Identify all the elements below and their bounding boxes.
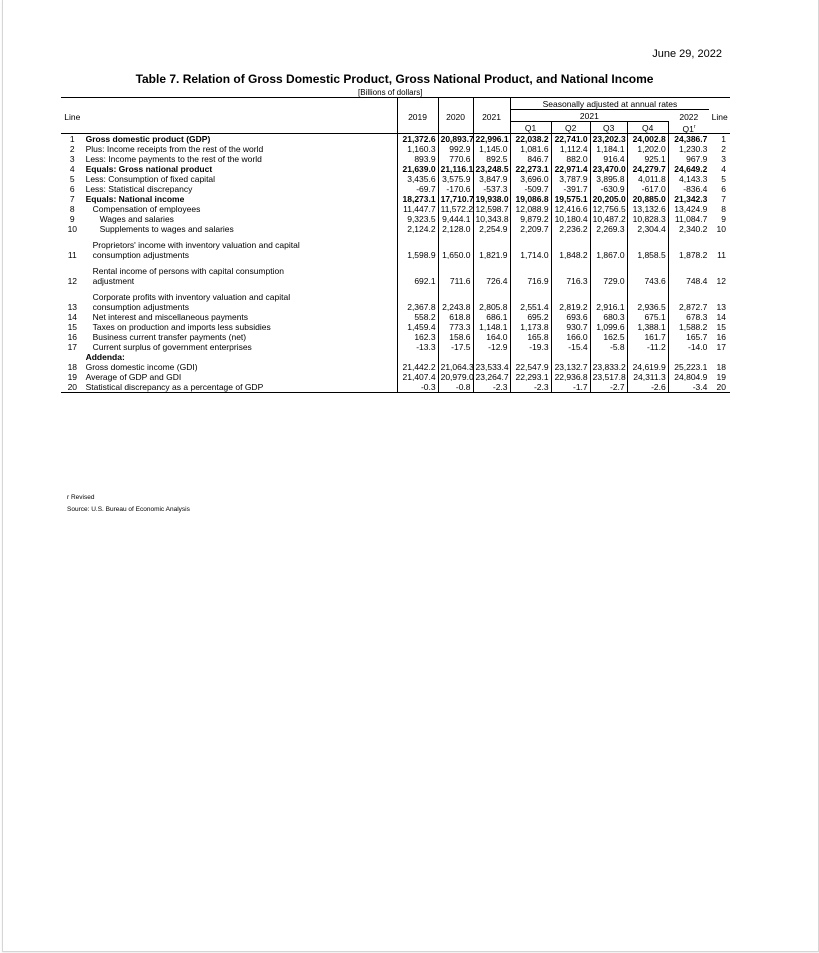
table-row [61,174,730,184]
row-value: 11,084.7 [668,214,709,224]
row-value: 1,878.2 [668,234,709,260]
row-value: 3,787.9 [551,174,590,184]
row-line-number: 16 [67,332,78,343]
row-line-number-right: 1 [721,134,726,145]
row-value: 1,588.2 [668,322,709,332]
table-body [61,134,730,393]
row-value: 10,828.3 [627,214,668,224]
row-value: 12,756.5 [590,204,627,214]
row-value: -2.3 [510,382,551,393]
row-line-number: 3 [69,154,75,165]
table-row [61,382,730,393]
row-value: 4,011.8 [627,174,668,184]
row-value: 22,971.4 [551,164,590,174]
row-value: 21,342.3 [668,194,709,204]
addenda-spacer-right [709,352,730,362]
header-2021: 2021 [473,110,510,122]
row-line-number-right: 16 [716,332,726,343]
header-q3: Q3 [590,122,627,134]
header-q2: Q2 [551,122,590,134]
table-row [61,362,730,372]
row-value: 3,847.9 [473,174,510,184]
row-value: 17,710.7 [438,194,473,204]
row-line-number: 9 [69,214,75,225]
header-2022: 2022 [679,111,699,122]
row-value: 23,248.5 [473,164,510,174]
table-row [61,184,730,194]
table-row [61,214,730,224]
row-value: 21,064.3 [438,362,473,372]
row-value: 618.8 [438,312,473,322]
row-value: -2.6 [627,382,668,393]
addenda-spacer [61,352,84,362]
row-value: 1,714.0 [510,234,551,260]
row-value: 743.6 [627,260,668,286]
row-value: -5.8 [590,342,627,352]
row-value: 162.3 [397,332,438,342]
header-q4: Q4 [627,122,668,134]
row-value: 967.9 [668,154,709,164]
row-line-number: 11 [67,250,77,261]
row-value: -630.9 [590,184,627,194]
row-label: Plus: Income receipts from the rest of the world [85,144,264,155]
table-header [61,98,730,134]
addenda-empty-cell [438,352,473,362]
row-line-number-right: 14 [716,312,726,323]
row-value: 162.5 [590,332,627,342]
row-value: 25,223.1 [668,362,709,372]
row-line-number: 10 [67,224,78,235]
row-value: 22,996.1 [473,134,510,145]
row-value: 1,388.1 [627,322,668,332]
row-value: 4,143.3 [668,174,709,184]
row-value: 2,805.8 [473,286,510,312]
row-label: Gross domestic income (GDI) [85,362,198,373]
row-value: -19.3 [510,342,551,352]
row-value: 773.3 [438,322,473,332]
row-label: Wages and salaries [99,214,174,225]
row-label: Average of GDP and GDI [85,372,182,383]
row-value: 2,936.5 [627,286,668,312]
row-value: -12.9 [473,342,510,352]
row-value: 892.5 [473,154,510,164]
addenda-empty-cell [473,352,510,362]
header-2022-q1: Q1$^r$ [668,122,709,134]
addenda-empty-cell [551,352,590,362]
row-value: 3,895.8 [590,174,627,184]
row-value: 19,938.0 [473,194,510,204]
row-line-number: 4 [69,164,75,175]
row-value: -509.7 [510,184,551,194]
row-line-number: 19 [67,372,78,383]
row-value: 558.2 [397,312,438,322]
source-note: Source: U.S. Bureau of Economic Analysis [67,506,190,513]
revised-marker: r [693,123,696,130]
row-value: 9,323.5 [397,214,438,224]
row-value: 13,424.9 [668,204,709,214]
row-value: 10,343.8 [473,214,510,224]
row-label: Rental income of persons with capital consumption adjustment [92,266,284,287]
row-value: 916.4 [590,154,627,164]
row-value: 23,132.7 [551,362,590,372]
row-line-number-right: 4 [721,164,726,175]
table-row [61,322,730,332]
row-value: -17.5 [438,342,473,352]
row-value: 3,435.6 [397,174,438,184]
row-value: 846.7 [510,154,551,164]
row-value: 23,264.7 [473,372,510,382]
row-line-number: 13 [67,302,78,313]
addenda-empty-cell [627,352,668,362]
row-value: 23,533.4 [473,362,510,372]
header-line: Line [64,111,81,122]
row-value: 9,879.2 [510,214,551,224]
row-label: Equals: National income [85,194,185,205]
row-line-number: 12 [67,276,78,287]
row-value: 19,086.8 [510,194,551,204]
row-value: 21,407.4 [397,372,438,382]
row-value: -69.7 [397,184,438,194]
row-value: 1,148.1 [473,322,510,332]
row-line-number-right: 19 [716,372,726,383]
table-row [61,144,730,154]
row-value: -0.3 [397,382,438,393]
row-value: 21,442.2 [397,362,438,372]
row-value: -170.6 [438,184,473,194]
row-value: 675.1 [627,312,668,322]
row-value: 695.2 [510,312,551,322]
row-value: 2,367.8 [397,286,438,312]
row-value: 13,132.6 [627,204,668,214]
row-value: 686.1 [473,312,510,322]
table-row [61,194,730,204]
table-row [61,224,730,234]
row-line-number: 8 [69,204,75,215]
row-label: Current surplus of government enterprises [92,342,252,353]
row-value: 164.0 [473,332,510,342]
row-value: 24,619.9 [627,362,668,372]
row-value: 2,269.3 [590,224,627,234]
header-line-right: Line [711,111,728,122]
row-value: -15.4 [551,342,590,352]
row-value: 166.0 [551,332,590,342]
row-line-number: 17 [67,342,78,353]
row-value: 1,099.6 [590,322,627,332]
row-value: 1,230.3 [668,144,709,154]
row-line-number: 18 [67,362,78,373]
row-value: 716.9 [510,260,551,286]
row-value: 729.0 [590,260,627,286]
row-value: -2.3 [473,382,510,393]
row-value: 925.1 [627,154,668,164]
row-value: 20,893.7 [438,134,473,145]
row-line-number-right: 17 [716,342,726,353]
row-value: 1,650.0 [438,234,473,260]
row-value: 11,447.7 [397,204,438,214]
row-value: 2,872.7 [668,286,709,312]
row-value: 21,639.0 [397,164,438,174]
row-value: -3.4 [668,382,709,393]
row-value: 22,273.1 [510,164,551,174]
row-line-number-right: 12 [716,276,726,287]
row-value: 1,459.4 [397,322,438,332]
row-value: 1,145.0 [473,144,510,154]
row-label: Corporate profits with inventory valuation and capital consumption adjustments [92,292,291,313]
row-line-number: 20 [61,382,84,393]
row-line-number-right: 6 [721,184,726,195]
row-label: Less: Statistical discrepancy [85,184,193,195]
row-value: 2,916.1 [590,286,627,312]
row-line-number-right: 18 [716,362,726,373]
row-value: 692.1 [397,260,438,286]
row-value: 678.3 [668,312,709,322]
row-value: 22,038.2 [510,134,551,145]
row-value: 2,124.2 [397,224,438,234]
row-line-number-right: 5 [721,174,726,185]
table-row [61,312,730,322]
row-value: 20,979.0 [438,372,473,382]
row-line-number-right: 7 [721,194,726,205]
row-value: 2,551.4 [510,286,551,312]
row-value: 19,575.1 [551,194,590,204]
row-value: 930.7 [551,322,590,332]
row-value: 1,867.0 [590,234,627,260]
header-seasonally-adjusted: Seasonally adjusted at annual rates [510,98,709,110]
addenda-empty-cell [510,352,551,362]
row-value: -1.7 [551,382,590,393]
row-label: Gross domestic product (GDP) [85,134,211,145]
row-line-number: 7 [69,194,75,205]
row-value: 20,885.0 [627,194,668,204]
row-line-number-right: 13 [716,302,726,313]
row-line-number: 1 [69,134,75,145]
table-row [61,332,730,342]
header-q1: Q1 [510,122,551,134]
row-line-number-right: 15 [716,322,726,333]
row-value: 992.9 [438,144,473,154]
row-line-number-right: 2 [721,144,726,155]
row-label: Less: Income payments to the rest of the world [85,154,262,165]
row-value: -391.7 [551,184,590,194]
row-value: 693.6 [551,312,590,322]
row-label: Taxes on production and imports less subsidies [92,322,271,333]
table-row [61,204,730,214]
row-value: -14.0 [668,342,709,352]
row-value: 882.0 [551,154,590,164]
row-value: 1,848.2 [551,234,590,260]
row-value: 1,598.9 [397,234,438,260]
row-value: 24,804.9 [668,372,709,382]
row-value: -0.8 [438,382,473,393]
row-value: 2,236.2 [551,224,590,234]
row-value: 726.4 [473,260,510,286]
addenda-empty-cell [668,352,709,362]
row-value: 770.6 [438,154,473,164]
row-value: 158.6 [438,332,473,342]
row-line-number: 2 [69,144,75,155]
row-label: Compensation of employees [92,204,201,215]
row-value: 161.7 [627,332,668,342]
row-value: 23,202.3 [590,134,627,145]
row-value: 1,173.8 [510,322,551,332]
row-value: 12,416.6 [551,204,590,214]
row-line-number-right: 3 [721,154,726,165]
row-value: 2,819.2 [551,286,590,312]
header-2019: 2019 [397,110,438,122]
footnote-revised: r Revised [67,494,95,501]
row-label: Supplements to wages and salaries [99,224,234,235]
row-value: 21,372.6 [397,134,438,145]
row-line-number-right: 20 [709,382,730,393]
table-row [61,372,730,382]
row-value: 165.8 [510,332,551,342]
row-value: 2,304.4 [627,224,668,234]
row-value: 9,444.1 [438,214,473,224]
table-row [61,154,730,164]
row-value: 893.9 [397,154,438,164]
row-value: 1,112.4 [551,144,590,154]
row-value: 2,209.7 [510,224,551,234]
row-value: 716.3 [551,260,590,286]
header-2020: 2020 [438,110,473,122]
row-value: 1,184.1 [590,144,627,154]
row-line-number-right: 11 [717,250,726,261]
header-2021-quarters: 2021 [510,110,668,122]
row-value: -11.2 [627,342,668,352]
row-value: 2,128.0 [438,224,473,234]
row-value: -836.4 [668,184,709,194]
row-value: 11,572.2 [438,204,473,214]
row-value: 680.3 [590,312,627,322]
row-value: 24,386.7 [668,134,709,145]
row-line-number-right: 10 [716,224,726,235]
row-value: 3,696.0 [510,174,551,184]
row-value: 24,311.3 [627,372,668,382]
row-value: 22,547.9 [510,362,551,372]
table-row [61,286,730,312]
table-row [61,342,730,352]
row-line-number-right: 8 [721,204,726,215]
row-value: 1,160.3 [397,144,438,154]
row-value: 12,598.7 [473,204,510,214]
addenda-label: Addenda: [85,352,125,363]
row-value: -2.7 [590,382,627,393]
row-value: 1,821.9 [473,234,510,260]
table-row [61,234,730,260]
row-value: 24,649.2 [668,164,709,174]
row-value: 20,205.0 [590,194,627,204]
row-value: 1,858.5 [627,234,668,260]
row-value: 165.7 [668,332,709,342]
document-page [2,0,819,952]
row-value: -13.3 [397,342,438,352]
row-value: 10,487.2 [590,214,627,224]
row-line-number: 14 [67,312,78,323]
row-label: Business current transfer payments (net) [92,332,247,343]
row-label: Net interest and miscellaneous payments [92,312,249,323]
row-value: 23,470.0 [590,164,627,174]
row-value: 22,293.1 [510,372,551,382]
row-value: 2,340.2 [668,224,709,234]
row-value: -537.3 [473,184,510,194]
row-value: 748.4 [668,260,709,286]
row-value: 10,180.4 [551,214,590,224]
row-value: 2,254.9 [473,224,510,234]
row-value: 22,936.8 [551,372,590,382]
row-label: Statistical discrepancy as a percentage of GDP [84,382,397,393]
row-value: 21,116.1 [438,164,473,174]
row-value: 3,575.9 [438,174,473,184]
addenda-row [61,352,730,362]
row-value: 12,088.9 [510,204,551,214]
row-value: 23,517.8 [590,372,627,382]
table-row [61,164,730,174]
row-label: Equals: Gross national product [85,164,213,175]
row-value: -617.0 [627,184,668,194]
row-value: 2,243.8 [438,286,473,312]
row-value: 24,002.8 [627,134,668,145]
row-value: 22,741.0 [551,134,590,145]
row-line-number: 5 [69,174,75,185]
table-row [61,260,730,286]
data-table [61,97,730,393]
row-label: Less: Consumption of fixed capital [85,174,216,185]
row-value: 711.6 [438,260,473,286]
row-value: 23,833.2 [590,362,627,372]
row-line-number: 15 [67,322,78,333]
table-title: Table 7. Relation of Gross Domestic Product, Gross National Product, and National Income [135,72,654,86]
table-row [61,134,730,145]
row-label: Proprietors' income with inventory valuation and capital consumption adjustments [92,240,300,261]
row-value: 1,081.6 [510,144,551,154]
table-units: [Billions of dollars] [358,88,423,97]
row-line-number-right: 9 [721,214,726,225]
row-value: 1,202.0 [627,144,668,154]
addenda-empty-cell [590,352,627,362]
addenda-empty-cell [397,352,438,362]
row-value: 24,279.7 [627,164,668,174]
release-date: June 29, 2022 [652,48,722,60]
row-line-number: 6 [69,184,75,195]
row-value: 18,273.1 [397,194,438,204]
